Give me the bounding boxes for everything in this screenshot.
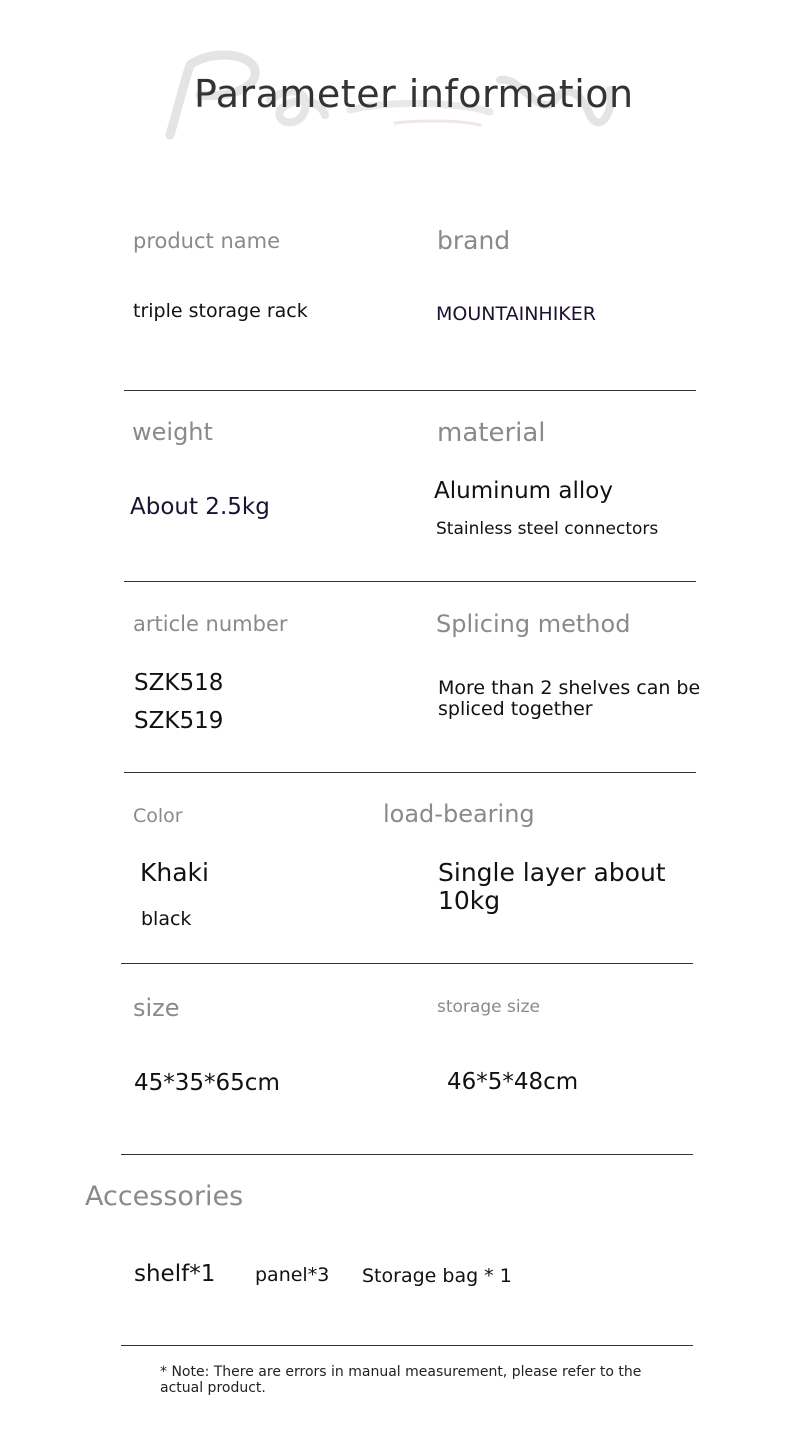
accessory-panel: panel*3 <box>255 1264 330 1286</box>
accessory-storage-bag: Storage bag * 1 <box>362 1265 512 1287</box>
value-size: 45*35*65cm <box>134 1070 280 1096</box>
label-size: size <box>133 994 180 1022</box>
value-product-name: triple storage rack <box>133 300 308 322</box>
page-title: Parameter information <box>194 72 634 116</box>
value-load-bearing-1: Single layer about <box>438 858 666 887</box>
value-material-1: Aluminum alloy <box>434 478 613 504</box>
divider-5 <box>121 1154 693 1155</box>
value-color-1: Khaki <box>140 858 209 887</box>
label-article-number: article number <box>133 612 288 636</box>
footnote: * Note: There are errors in manual measurement, please refer to the actual product. <box>160 1364 642 1396</box>
value-load-bearing-2: 10kg <box>438 886 501 915</box>
accessory-shelf: shelf*1 <box>134 1261 216 1287</box>
value-weight: About 2.5kg <box>130 494 270 520</box>
value-splicing-method-2: spliced together <box>438 698 593 720</box>
label-storage-size: storage size <box>437 997 540 1017</box>
divider-6 <box>121 1345 693 1346</box>
value-storage-size: 46*5*48cm <box>447 1069 579 1095</box>
label-load-bearing: load-bearing <box>383 800 535 828</box>
label-product-name: product name <box>133 229 280 253</box>
value-splicing-method-1: More than 2 shelves can be <box>438 677 701 699</box>
value-brand: MOUNTAINHIKER <box>436 303 596 325</box>
value-material-2: Stainless steel connectors <box>436 519 659 539</box>
label-splicing-method: Splicing method <box>436 610 631 638</box>
label-color: Color <box>133 805 183 827</box>
divider-3 <box>124 772 696 773</box>
label-accessories: Accessories <box>85 1181 244 1212</box>
divider-4 <box>121 963 693 964</box>
value-article-number-1: SZK518 <box>134 670 224 696</box>
value-article-number-2: SZK519 <box>134 708 224 734</box>
divider-2 <box>124 581 696 582</box>
value-color-2: black <box>141 908 192 930</box>
divider-1 <box>124 390 696 391</box>
label-weight: weight <box>132 418 213 446</box>
label-brand: brand <box>437 226 511 255</box>
label-material: material <box>437 418 546 448</box>
